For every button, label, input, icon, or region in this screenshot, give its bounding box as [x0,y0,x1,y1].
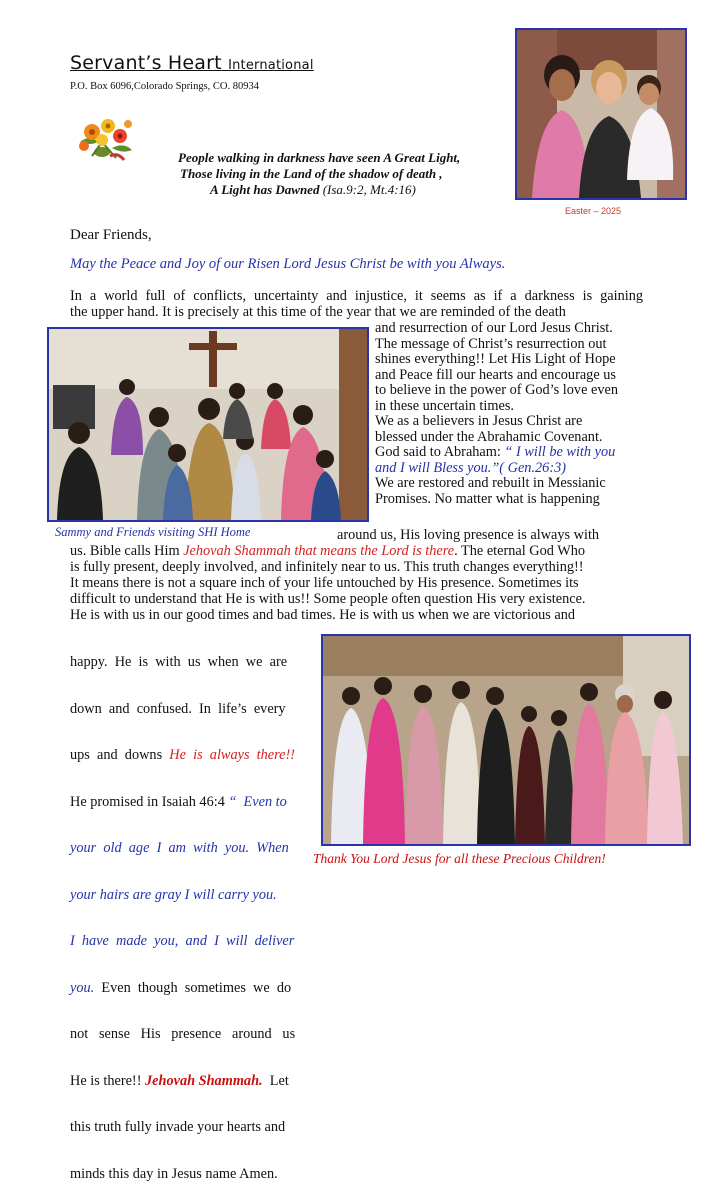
flower-bouquet-icon [72,112,142,166]
para2-l5: He is with us in our good times and bad times. He is with us when we are victorious and [70,607,576,623]
org-name [70,52,314,74]
para3-5: your old age I am with you. When [70,840,289,856]
para1-r1: and resurrection of our Lord Jesus Christ. [375,320,613,336]
jehovah-shammah-bold: Jehovah Shammah. [145,1072,263,1089]
para3-10a: He is there!! [70,1072,146,1089]
jehovah-shammah-phrase: Jehovah Shammah that means the Lord is there [183,543,455,559]
para3-8-quote: you. [70,979,95,996]
para3-4 [70,795,320,811]
para2-r4-quote: and I will Bless you.”( Gen.26:3) [375,459,566,476]
para1-r4: and Peace fill our hearts and encourage us [375,366,616,383]
org-name-suffix: International [228,58,314,73]
easter-caption: Easter – 2025 [565,206,622,216]
para2-r3 [375,445,618,461]
org-name-main: Servant’s Heart [70,52,222,74]
para3-8b: Even though sometimes we do [94,979,292,996]
sammy-photo [47,327,369,522]
para1-r3: shines everything!! Let His Light of Hope [375,351,616,367]
para2-l4: difficult to understand that He is with us!! Some people often question His very existence. [70,591,586,607]
scripture-quote [178,150,460,198]
quote-line-2: Those living in the Land of the shadow of death , [180,166,443,181]
para1-line2: the upper hand. It is precisely at this time of the year that we are reminded of the death [70,304,566,320]
address: P.O. Box 6096,Colorado Springs, CO. 80934 [70,81,260,92]
para3-4-quote: “ Even to [228,793,287,810]
blessing: May the Peace and Joy of our Risen Lord Jesus Christ be with you Always. [70,256,506,272]
para3-2: down and confused. In life’s every [70,700,286,717]
quote-reference: (Isa.9:2, Mt.4:16) [322,182,416,197]
para3-11: this truth fully invade your hearts and [70,1119,286,1135]
quote-line-1: People walking in darkness have seen A Great Light, [178,150,461,165]
easter-photo [515,28,687,200]
para1-right [375,321,618,507]
children-photo-image [323,636,689,844]
para3-6: your hairs are gray I will carry you. [70,886,277,903]
sammy-caption: Sammy and Friends visiting SHI Home [55,525,251,539]
para2-l1b: . The eternal God Who [454,543,586,559]
para1-r5: to believe in the power of God’s love even [375,382,618,398]
quote-line-3 [178,182,460,198]
para3-3 [70,748,320,764]
para3-1: happy. He is with us when we are [70,654,288,670]
para2-l1a: us. Bible calls Him [70,543,184,559]
children-caption: Thank You Lord Jesus for all these Precious Children! [313,851,606,866]
para2-r5: We are restored and rebuilt in Messianic [375,475,606,491]
para1-r2: The message of Christ’s resurrection out [375,335,607,352]
para2-r2: blessed under the Abrahamic Covenant. [375,428,603,445]
easter-photo-image [517,30,685,198]
para3-8 [70,981,320,997]
children-photo [321,634,691,846]
para2-r6: Promises. No matter what is happening [375,490,600,507]
quote-line-3-text: A Light has Dawned [210,182,320,197]
para2-r7: around us, His loving presence is always with [337,527,600,543]
always-there-phrase: He is always there!! [169,747,296,763]
para2-l2: is fully present, deeply involved, and infinitely near to us. This truth changes everything!! [70,559,584,575]
para2-l1 [70,544,585,560]
para3-7: I have made you, and I will deliver [70,933,295,949]
para2-r1: We as a believers in Jesus Christ are [375,413,583,429]
para2-r3-text: God said to Abraham: [375,444,505,460]
para3-4a: He promised in Isaiah 46:4 [70,793,229,810]
para1-line1: In a world full of conflicts, uncertainty and injustice, it seems as if a darkness is gaining [70,288,643,304]
para3-9: not sense His presence around us [70,1026,296,1042]
para3-10b: Let [262,1072,289,1089]
sammy-photo-image [49,329,367,520]
para3-12: minds this day in Jesus name Amen. [70,1165,278,1182]
greeting: Dear Friends, [70,227,152,243]
para1-r6: in these uncertain times. [375,397,514,414]
para2-r3-quote: “ I will be with you [504,444,616,460]
para3-3a: ups and downs [70,747,170,763]
para3-10 [70,1074,320,1090]
para2-l3: It means there is not a square inch of your life untouched by His presence. Sometimes its [70,575,579,591]
